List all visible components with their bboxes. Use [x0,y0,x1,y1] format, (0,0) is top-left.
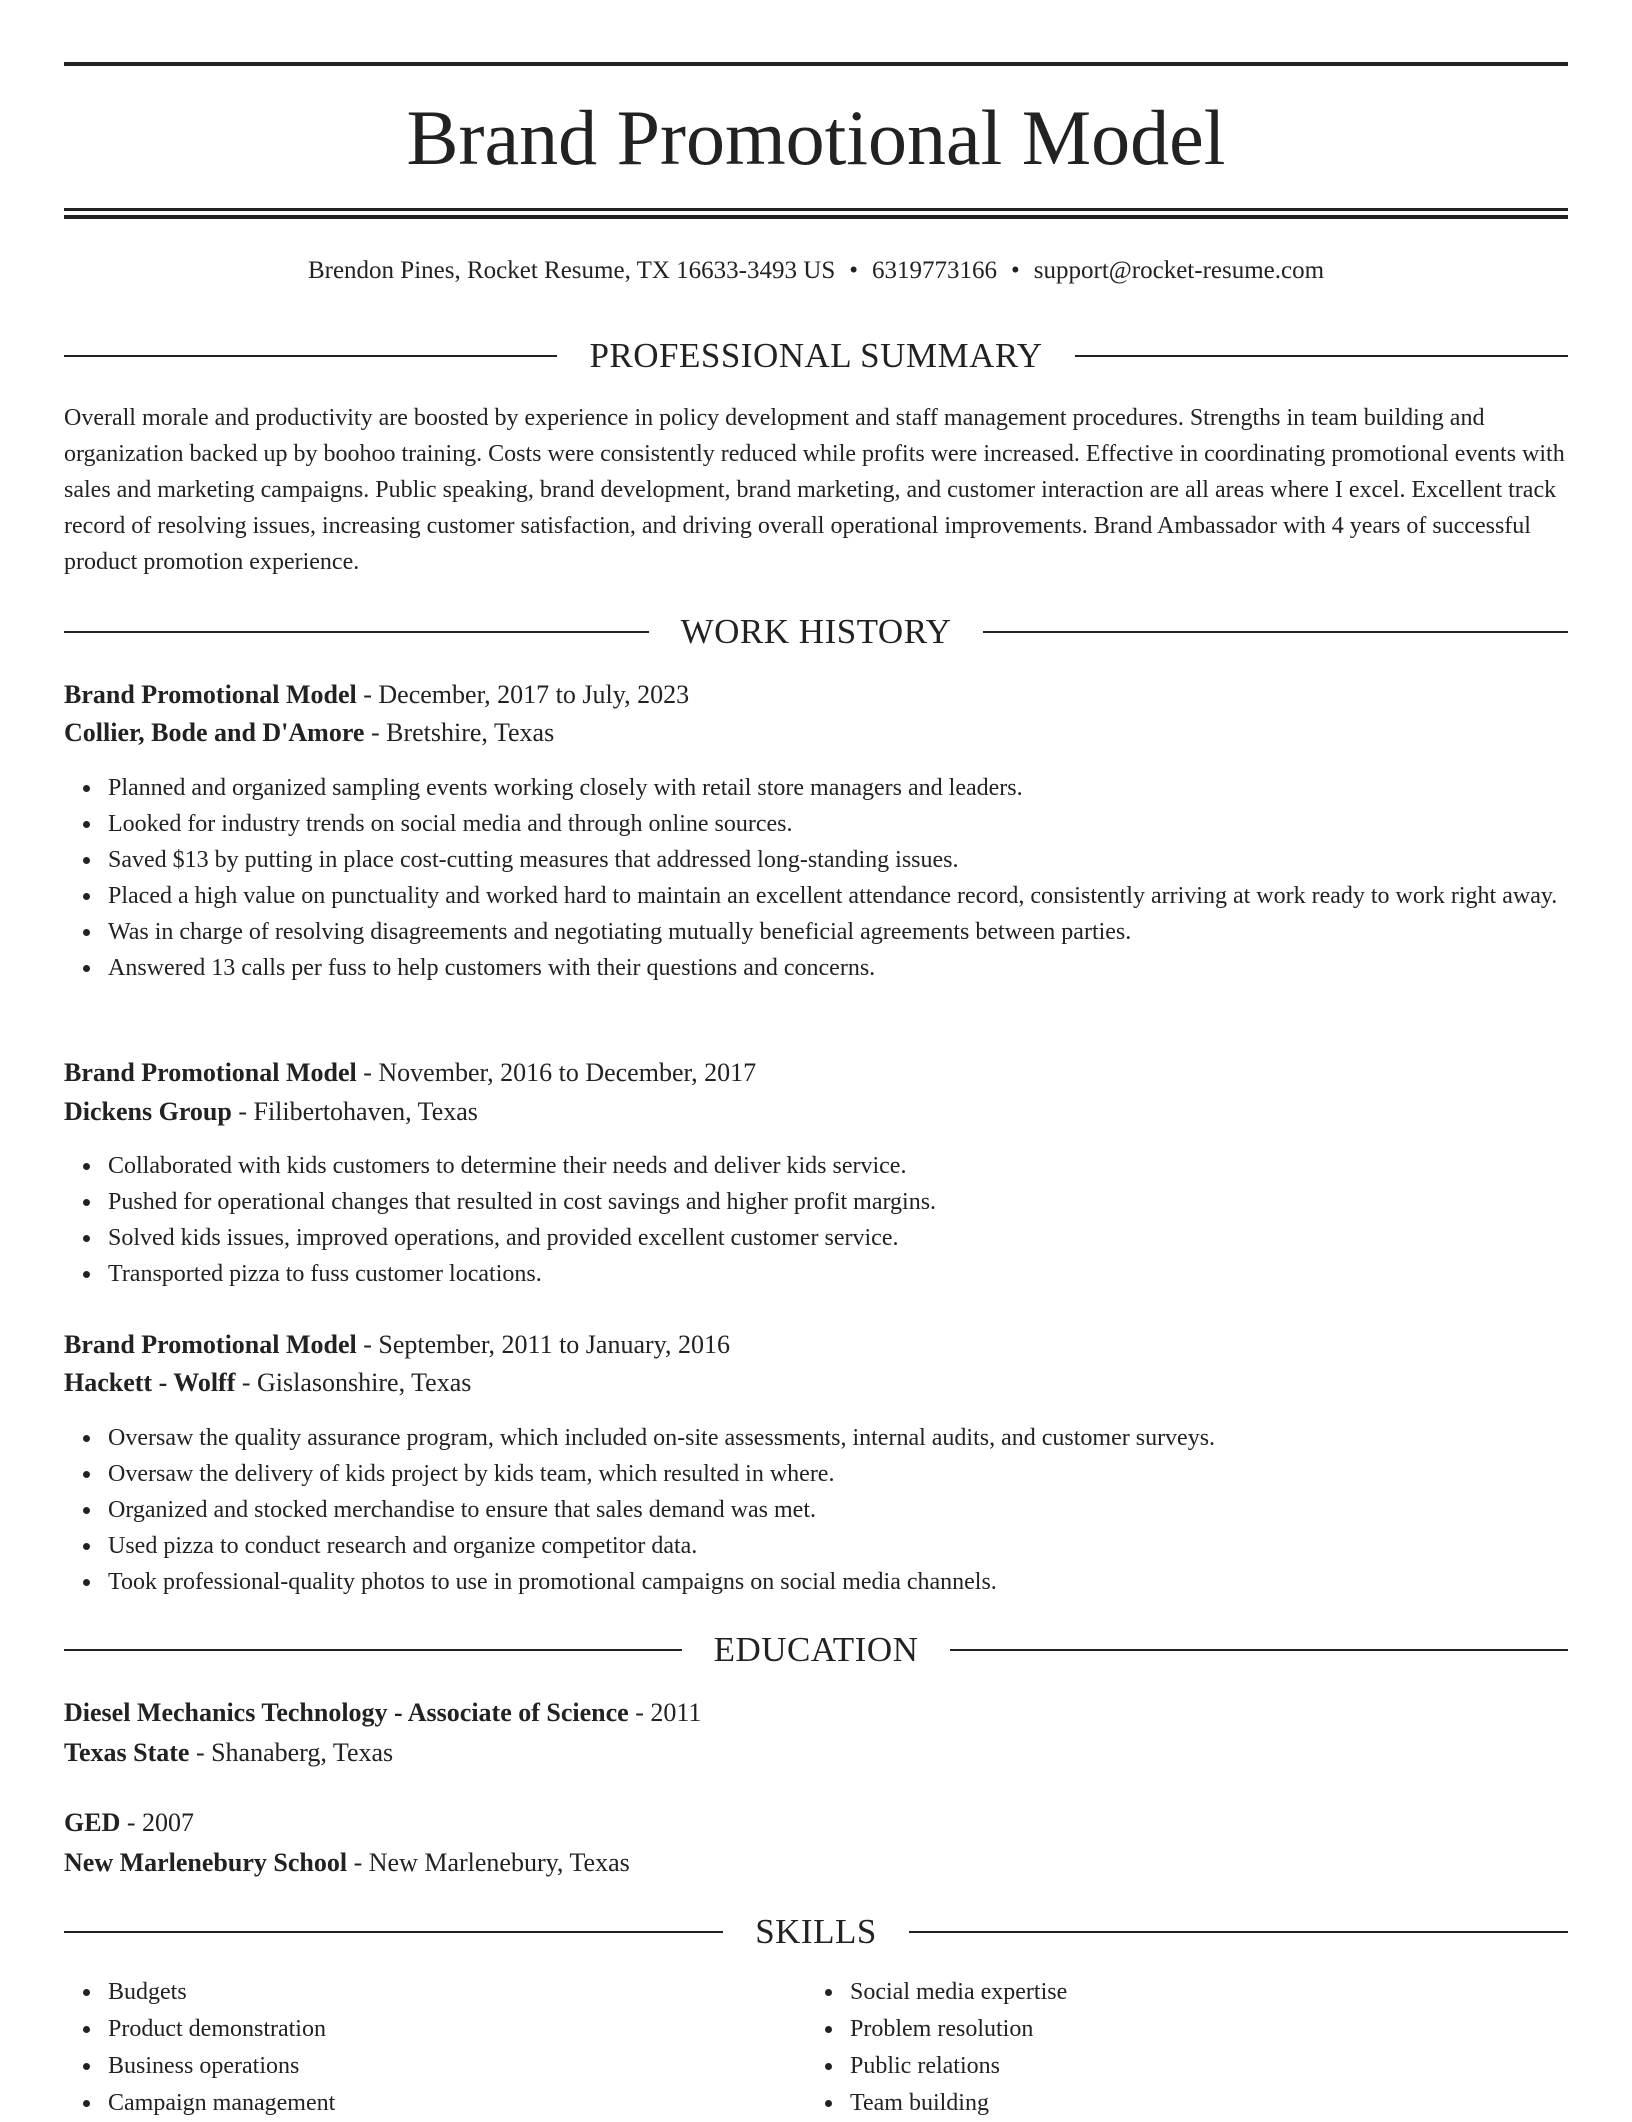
skill-item: Budgets [108,1974,808,2011]
list-item: Pushed for operational changes that resulted in cost savings and higher profit margins. [108,1184,1568,1220]
job-company: Dickens Group [64,1097,232,1126]
education-degree-line [64,1694,1568,1732]
list-item: Placed a high value on punctuality and worked hard to maintain an excellent attendance record, consistently arriving at work ready to work right away. [108,878,1568,914]
list-item: Used pizza to conduct research and organize competitor data. [108,1528,1568,1564]
skill-item: Campaign management [108,2085,808,2122]
list-item: Oversaw the delivery of kids project by kids team, which resulted in where. [108,1456,1568,1492]
double-rule [64,208,1568,219]
list-item: Was in charge of resolving disagreements and negotiating mutually beneficial agreements between parties. [108,914,1568,950]
heading-rule [64,1931,723,1933]
job-dates: - December, 2017 to July, 2023 [356,680,690,709]
education-location: - Shanaberg, Texas [189,1738,394,1767]
contact-phone: 6319773166 [872,257,997,284]
job-bullets [108,770,1568,986]
skill-item: Problem resolution [850,2011,1550,2048]
job-title-line [64,1326,1568,1364]
heading-rule [64,631,649,633]
skill-item: Business operations [108,2048,808,2085]
contact-email: support@rocket-resume.com [1033,257,1325,284]
job-title: Brand Promotional Model [64,1058,357,1087]
job-company: Hackett - Wolff [64,1368,236,1397]
list-item: Planned and organized sampling events working closely with retail store managers and leaders. [108,770,1568,806]
skills-list-right [850,1974,1550,2122]
job-company-line [64,714,1568,752]
contact-separator: • [1011,257,1020,284]
education-year: - 2007 [120,1808,195,1837]
job-title-line [64,1054,1568,1092]
education-degree-line [64,1804,1568,1842]
list-item: Organized and stocked merchandise to ensure that sales demand was met. [108,1492,1568,1528]
heading-rule [1075,355,1568,357]
education-school-line [64,1734,1568,1772]
section-title: WORK HISTORY [680,612,952,651]
job-location: - Gislasonshire, Texas [235,1368,472,1397]
list-item: Solved kids issues, improved operations, and provided excellent customer service. [108,1220,1568,1256]
heading-rule [64,355,557,357]
education-degree: GED [64,1808,121,1837]
skills-list-left [108,1974,808,2122]
section-work-heading [64,610,1568,654]
job-dates: - November, 2016 to December, 2017 [356,1058,757,1087]
section-title: EDUCATION [713,1630,919,1669]
education-year: - 2011 [628,1698,702,1727]
list-item: Oversaw the quality assurance program, which included on-site assessments, internal audits, and customer surveys. [108,1420,1568,1456]
job-title: Brand Promotional Model [64,680,357,709]
job-location: - Bretshire, Texas [364,718,555,747]
job-company-line [64,1364,1568,1402]
section-skills-heading [64,1910,1568,1954]
contact-line [64,253,1568,289]
resume-name: Brand Promotional Model [406,94,1226,181]
heading-rule [983,631,1568,633]
job-bullets [108,1420,1568,1600]
list-item: Transported pizza to fuss customer locations. [108,1256,1568,1292]
contact-separator: • [849,257,858,284]
education-location: - New Marlenebury, Texas [347,1848,630,1877]
job-title-line [64,676,1568,714]
skill-item: Social media expertise [850,1974,1550,2011]
list-item: Answered 13 calls per fuss to help customers with their questions and concerns. [108,950,1568,986]
job-company: Collier, Bode and D'Amore [64,718,365,747]
job-bullets [108,1148,1568,1292]
heading-rule [64,1649,682,1651]
section-title: PROFESSIONAL SUMMARY [589,336,1043,375]
skill-item: Product demonstration [108,2011,808,2048]
education-school-line [64,1844,1568,1882]
education-degree: Diesel Mechanics Technology - Associate of Science [64,1698,629,1727]
heading-rule [909,1931,1568,1933]
contact-address: Brendon Pines, Rocket Resume, TX 16633-3493 US [307,257,836,284]
top-rule [64,62,1568,66]
list-item: Collaborated with kids customers to determine their needs and deliver kids service. [108,1148,1568,1184]
skill-item: Public relations [850,2048,1550,2085]
list-item: Looked for industry trends on social media and through online sources. [108,806,1568,842]
section-summary-heading [64,334,1568,378]
section-title: SKILLS [755,1912,877,1951]
skill-item: Team building [850,2085,1550,2122]
job-title: Brand Promotional Model [64,1330,357,1359]
job-dates: - September, 2011 to January, 2016 [356,1330,730,1359]
education-school: Texas State [64,1738,190,1767]
education-school: New Marlenebury School [64,1848,348,1877]
list-item: Saved $13 by putting in place cost-cutting measures that addressed long-standing issues. [108,842,1568,878]
section-education-heading [64,1628,1568,1672]
job-location: - Filibertohaven, Texas [231,1097,478,1126]
heading-rule [950,1649,1568,1651]
list-item: Took professional-quality photos to use in promotional campaigns on social media channels. [108,1564,1568,1600]
job-company-line [64,1093,1568,1131]
summary-text: Overall morale and productivity are boosted by experience in policy development and staff management procedures. Strengths in team building and organization backed up by boohoo training. Costs were consistently reduced while profits were increased. Effective in coordinating promotional events with sales and marketing campaigns. Public speaking, brand development, brand marketing, and customer interaction are all areas where I excel. Excellent track record of resolving issues, increasing customer satisfaction, and driving overall operational improvements. Brand Ambassador with 4 years of successful product promotion experience. [64,405,1565,575]
